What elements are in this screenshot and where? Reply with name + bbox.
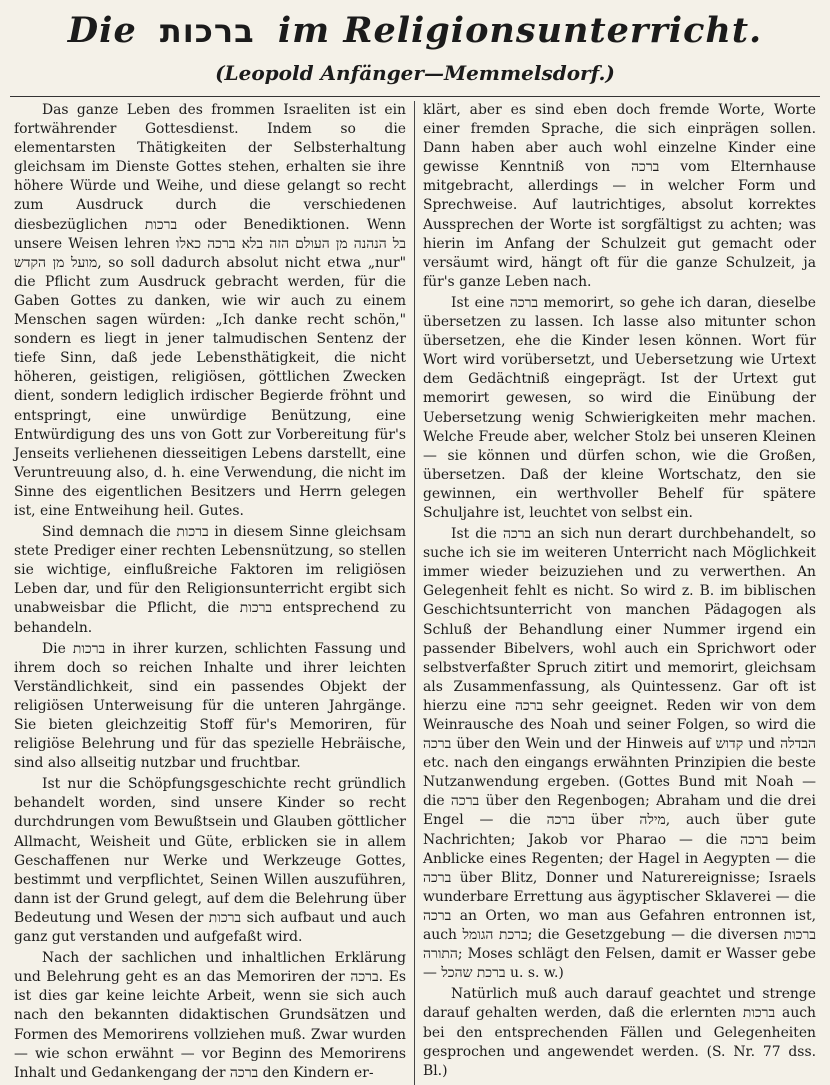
paragraph: Ist eine ברכה memorirt, so gehe ich daran, dieselbe übersetzen zu lassen. Ich lasse also mitunter schon übersetzen, ehe die Kinder lesen können. Wort für Wort wird vorübersetzt, und Uebersetzung wie Urtext dem Gedächtniß eingeprägt. Ist der Urtext gut memorirt gewesen, so wird die Einübung der Uebersetzung wenig Schwierigkeiten mehr machen. Welche Freude aber, welcher Stolz bei unseren Kleinen — sie können und dürfen schon, wie die Großen, übersetzen. Daß der kleine Wortschatz, den sie gewinnen, ein werthvoller Behelf für spätere Schuljahre ist, leuchtet von selbst ein. bbox=[423, 294, 817, 521]
right-column bbox=[415, 101, 824, 1085]
paragraph: Sind demnach die ברכות in diesem Sinne gleichsam stete Prediger einer rechten Lebensnützung, so stellen sie wichtige, einflußreiche Faktoren im religiösen Leben dar, und für den Religionsunterricht ergibt sich unabweisbar die Pflicht, die ברכות entsprechend zu behandeln. bbox=[14, 524, 406, 636]
paragraph: Natürlich muß auch darauf geachtet und strenge darauf gehalten werden, daß die erlernten ברכות auch bei den entsprechenden Fällen und Gelegenheiten gesprochen und angewendet werden. (S. Nr. 77 dss. Bl.) bbox=[423, 986, 816, 1079]
paragraph: Die ברכות in ihrer kurzen, schlichten Fassung und ihrem doch so reichen Inhalte und ihrer leichten Verständlichkeit, sind ein passendes Objekt der religiösen Unterweisung für die unteren Jahrgänge. Sie bieten gleichzeitig Stoff für's Memoriren, für religiöse Belehrung und für das spezielle Hebräische, sind also allseitig nutzbar und fruchtbar. bbox=[14, 640, 406, 772]
title-hebrew: ברכות bbox=[159, 12, 255, 50]
paragraph: Ist nur die Schöpfungsgeschichte recht gründlich behandelt worden, sind unsere Kinder so recht durchdrungen vom Bewußtsein und Glauben göttlicher Allmacht, Weisheit und Güte, erblicken sie in allem Geschaffenen nur Werke und Werkzeuge Gottes, bestimmt und verpflichtet, Seinen Willen auszuführen, dann ist der Grund gelegt, auf dem die Belehrung über Bedeutung und Wesen der ברכות sich aufbaut und auch ganz gut verstanden und aufgefaßt wird. bbox=[14, 776, 406, 946]
left-column bbox=[6, 101, 415, 1085]
article-body bbox=[6, 101, 824, 1085]
article-title bbox=[6, 8, 824, 54]
title-prefix: Die bbox=[67, 10, 137, 51]
paragraph: Ist die ברכה an sich nun derart durchbehandelt, so suche ich sie im weiteren Unterricht nach Möglichkeit immer wieder beizuziehen und zu verwerthen. An Gelegenheit fehlt es nicht. So wird z. B. im biblischen Geschichtsunterricht von manchen Pädagogen als Schluß der Behandlung einer Nummer irgend ein passender Bibelvers, wohl auch ein Sprichwort oder selbstverfaßter Spruch zitirt und memorirt, gleichsam als Zusammenfassung, als Quintessenz. Gar oft ist hierzu eine ברכה sehr geeignet. Reden wir von dem Weinrausche des Noah und seiner Folgen, so wird die ברכה über den Wein und der Hinweis auf קדוש und הבדלה etc. nach den eingangs erwähnten Prinzipien die beste Nutzanwendung ergeben. (Gottes Bund mit Noah — die ברכה über den Regenbogen; Abraham und die drei Engel — die ברכה über מילה, auch über gute Nachrichten; Jakob vor Pharao — die ברכה beim Anblicke eines Regenten; der Hagel in Aegypten — die ברכה über Blitz, Donner und Naturereignisse; Israels wunderbare Errettung aus ägyptischer Sklaverei — die ברכה an Orten, wo man aus Gefahren entronnen ist, auch ברכת הגומל; die Gesetzgebung — die diversen ברכות התורה; Moses schlägt den Felsen, damit er Wasser gebe — ברכת שהכל u. s. w.) bbox=[423, 526, 816, 982]
paragraph: Das ganze Leben des frommen Israeliten ist ein fortwährender Gottesdienst. Indem so die elementarsten Thätigkeiten der Selbsterhaltung gleichsam im Dienste Gottes stehen, erhalten sie ihre höhere Würde und Weihe, und diese gelangt so recht zum Ausdruck durch die verschiedenen diesbezüglichen ברכות oder Benediktionen. Wenn unsere Weisen lehren בל הנהנה מן העולם הזה בלא ברכה כאלו מועל מן הקדש, so soll dadurch absolut nicht etwa „nur" die Pflicht zum Ausdruck gebracht werden, für die Gaben Gottes zu danken, wie wir auch zu einem Menschen sagen würden: „Ich danke recht schön," sondern es liegt in jener talmudischen Sentenz der tiefe Sinn, daß jede Lebensthätigkeit, die nicht höheren, geistigen, religiösen, göttlichen Zwecken dient, sondern lediglich irdischer Begierde fröhnt und entspringt, eine unwürdige Benützung, eine Entwürdigung des uns von Gott zur Vorbereitung für's Jenseits verliehenen diesseitigen Lebens darstellt, eine Veruntreuung also, d. h. eine Verwendung, die nicht im Sinne des eigentlichen Besitzers und Herrn gelegen ist, eine Entweihung heil. Gutes. bbox=[14, 102, 406, 519]
title-suffix: im Religionsunterricht. bbox=[277, 10, 763, 51]
paragraph: klärt, aber es sind eben doch fremde Worte, Worte einer fremden Sprache, die sich einprägen sollen. Dann haben aber auch wohl einzelne Kinder eine gewisse Kenntniß von ברכה vom Elternhause mitgebracht, allerdings — in welcher Form und Sprechweise. Auf lautrichtiges, absolut korrektes Aussprechen der Worte ist sorgfältigst zu achten; was hierin im Anfang der Schulzeit gut gemacht oder versäumt wird, hängt oft für die ganze Schulzeit, ja für's ganze Leben nach. bbox=[423, 102, 816, 290]
header-divider bbox=[10, 96, 820, 97]
article-author: (Leopold Anfänger—Memmelsdorf.) bbox=[215, 61, 615, 85]
paragraph: Nach der sachlichen und inhaltlichen Erklärung und Belehrung geht es an das Memoriren der ברכה. Es ist dies gar keine leichte Arbeit, wenn sie sich auch nach den bekannten didaktischen Grundsätzen und Formen des Memorirens vollziehen muß. Zwar wurden — wie schon erwähnt — vor Beginn des Memorirens Inhalt und Gedankengang der ברכה den Kindern er- bbox=[14, 950, 406, 1081]
